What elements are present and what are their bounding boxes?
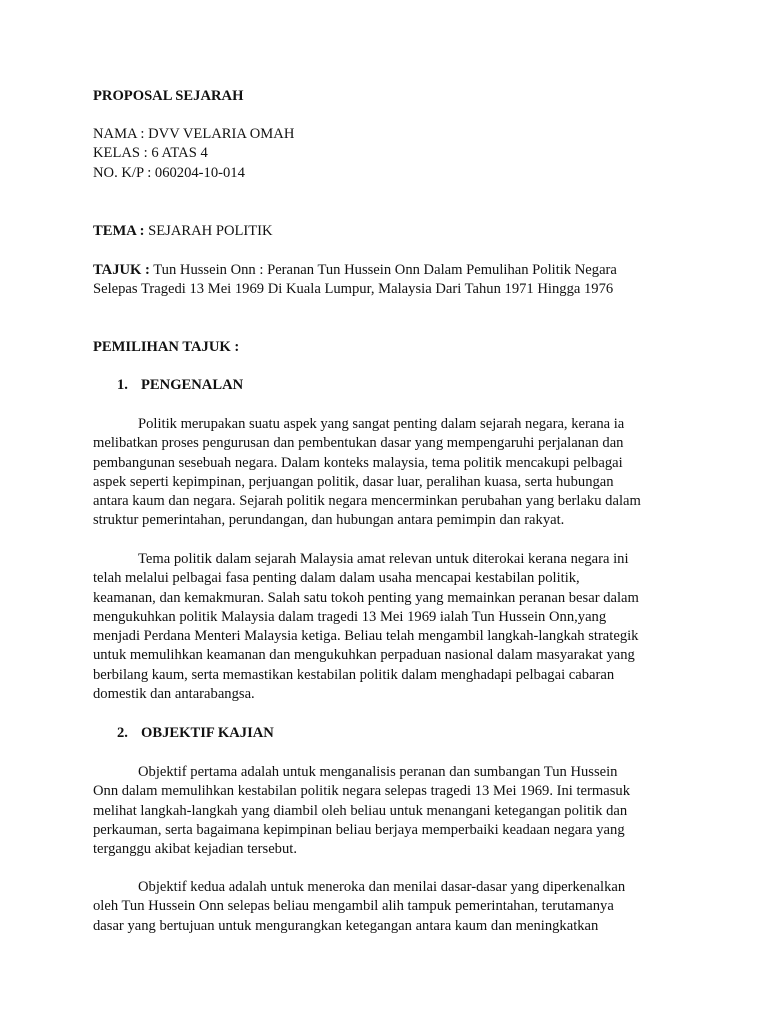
tema-line [93, 222, 678, 241]
paragraph-line: struktur pemerintahan, perundangan, dan hubungan antara pemimpin dan rakyat. [93, 512, 565, 529]
tajuk-label: TAJUK : [93, 262, 150, 278]
section-1-paragraph-1 [93, 415, 678, 531]
paragraph-line: Politik merupakan suatu aspek yang sangat penting dalam sejarah negara, kerana ia [138, 416, 625, 432]
student-class: KELAS : 6 ATAS 4 [93, 145, 208, 162]
section-2-heading [117, 724, 702, 743]
pemilihan-heading-text: PEMILIHAN TAJUK : [93, 339, 240, 355]
paragraph-line: terganggu akibat kejadian tersebut. [93, 841, 297, 858]
paragraph-line: keamanan, dan kemakmuran. Salah satu tokoh penting yang memainkan peranan besar dalam [93, 589, 639, 606]
paragraph-line: aspek seperti kepimpinan, perjuangan politik, dasar luar, peralihan kuasa, serta hubungan [93, 473, 614, 490]
student-name: NAMA : DVV VELARIA OMAH [93, 126, 295, 142]
pemilihan-heading [93, 338, 678, 357]
paragraph-line: antara kaum dan negara. Sejarah politik negara mencerminkan perubahan yang berlaku dalam [93, 493, 641, 510]
paragraph-line: melibatkan proses pengurusan dan pembentukan dasar yang mempengaruhi perjalanan dan [93, 435, 624, 452]
paragraph-line: oleh Tun Hussein Onn selepas beliau mengambil alih tampuk pemerintahan, terutamanya [93, 898, 614, 915]
section-1-paragraph-2 [93, 550, 678, 704]
tema-label: TEMA : [93, 223, 145, 239]
section-1-title: PENGENALAN [141, 377, 244, 393]
paragraph-line: telah melalui pelbagai fasa penting dalam dalam usaha mencapai kestabilan politik, [93, 570, 580, 587]
student-info [93, 125, 678, 183]
paragraph-line: berbilang kaum, serta memastikan kestabilan politik dalam menghadapi pelbagai cabaran [93, 666, 615, 683]
paragraph-line: pembangunan sesebuah negara. Dalam konteks malaysia, tema politik mencakupi pelbagai [93, 454, 623, 471]
paragraph-line: mengukuhkan politik Malaysia dalam tragedi 13 Mei 1969 ialah Tun Hussein Onn,yang [93, 608, 607, 625]
paragraph-line: domestik dan antarabangsa. [93, 686, 255, 703]
paragraph-line: untuk memulihkan keamanan dan mengukuhkan perpaduan nasional dalam masyarakat yang [93, 647, 635, 664]
paragraph-line: Onn dalam memulihkan kestabilan politik negara selepas tragedi 13 Mei 1969. Ini termasuk [93, 783, 630, 800]
tajuk-line-2: Selepas Tragedi 13 Mei 1969 Di Kuala Lumpur, Malaysia Dari Tahun 1971 Hingga 1976 [93, 281, 614, 298]
paragraph-line: dasar yang bertujuan untuk mengurangkan ketegangan antara kaum dan meningkatkan [93, 917, 599, 934]
paragraph-line: Objektif kedua adalah untuk meneroka dan menilai dasar-dasar yang diperkenalkan [138, 879, 626, 895]
document-title [93, 87, 678, 106]
section-2-paragraph-1 [93, 763, 678, 859]
paragraph-line: Tema politik dalam sejarah Malaysia amat relevan untuk diterokai kerana negara ini [138, 551, 629, 567]
paragraph-line: melihat langkah-langkah yang diambil oleh beliau untuk menangani ketegangan politik dan [93, 802, 628, 819]
tajuk-line-1: Tun Hussein Onn : Peranan Tun Hussein Onn Dalam Pemulihan Politik Negara [149, 262, 617, 278]
section-2-number: 2. [117, 725, 128, 741]
section-2-paragraph-2 [93, 878, 678, 936]
paragraph-line: perkauman, serta bagaimana kepimpinan beliau berjaya memperbaiki keadaan negara yang [93, 821, 625, 838]
section-2-title: OBJEKTIF KAJIAN [141, 725, 274, 741]
section-1-number: 1. [117, 377, 128, 393]
tajuk-block [93, 261, 678, 300]
paragraph-line: menjadi Perdana Menteri Malaysia ketiga. Beliau telah mengambil langkah-langkah strategik [93, 628, 639, 645]
paragraph-line: Objektif pertama adalah untuk menganalisis peranan dan sumbangan Tun Hussein [138, 764, 618, 780]
section-1-heading [117, 376, 702, 395]
student-id: NO. K/P : 060204-10-014 [93, 164, 245, 181]
tema-value: SEJARAH POLITIK [144, 223, 273, 239]
title-text: PROPOSAL SEJARAH [93, 88, 244, 104]
